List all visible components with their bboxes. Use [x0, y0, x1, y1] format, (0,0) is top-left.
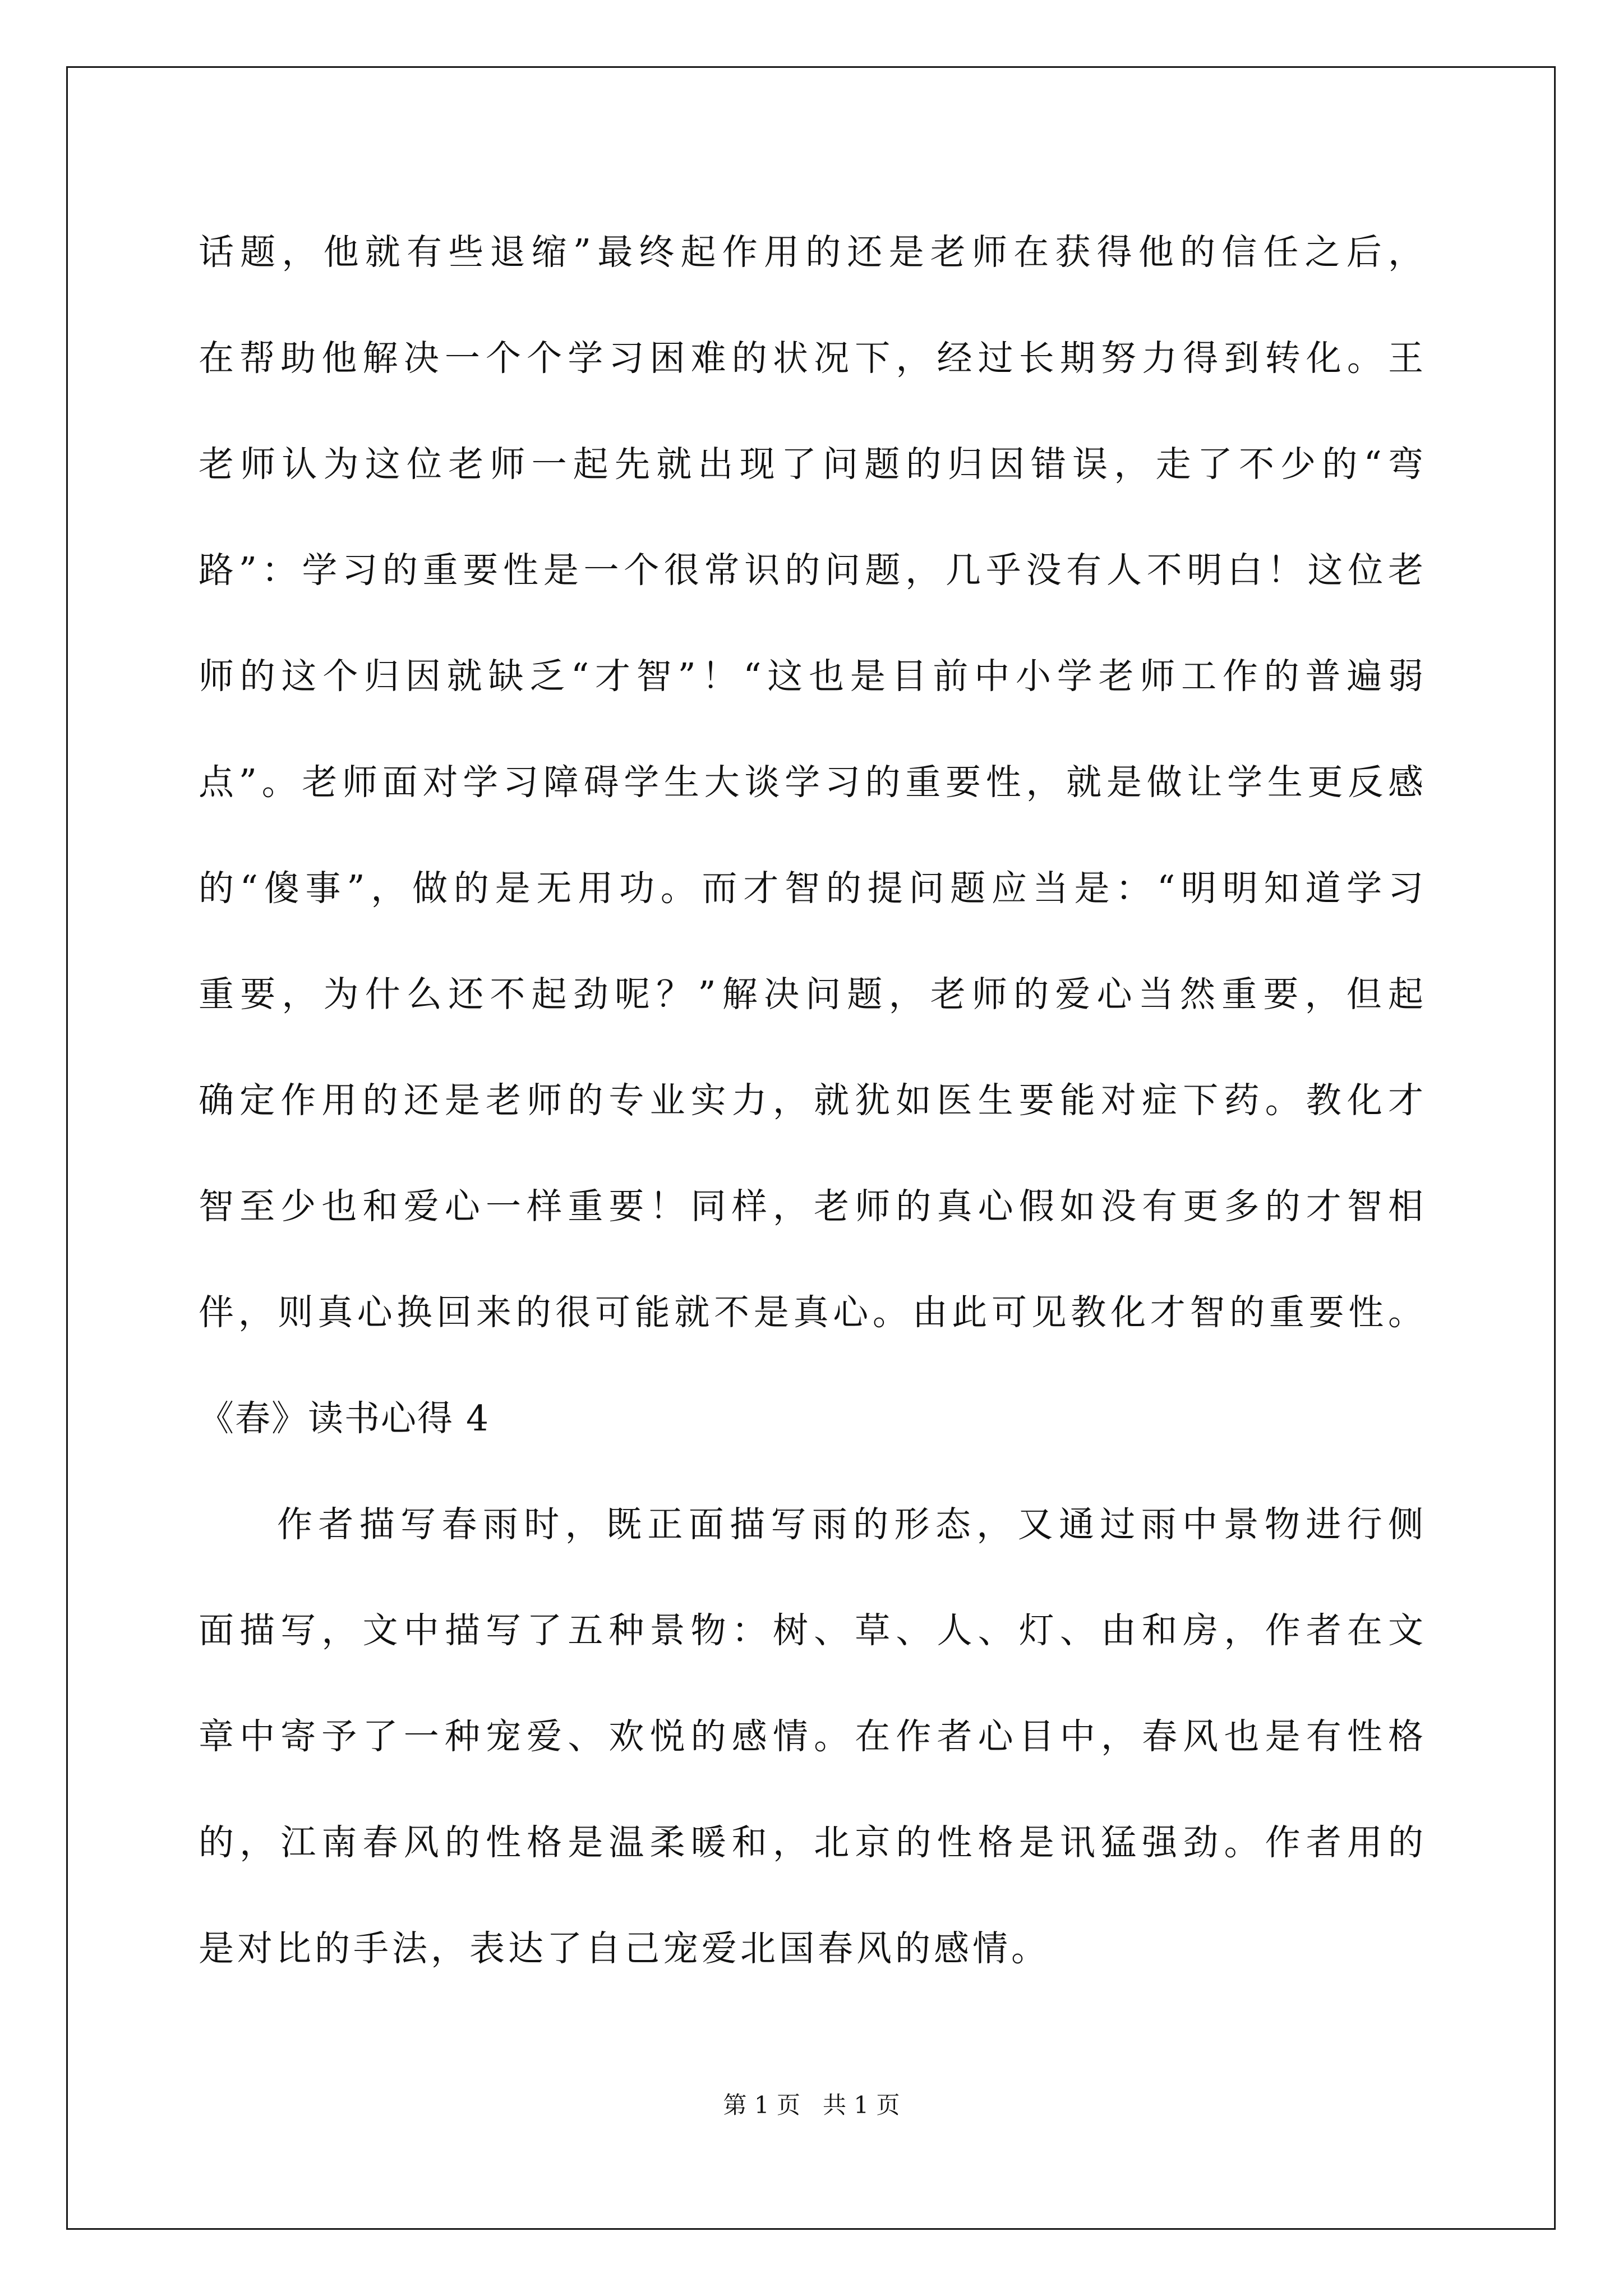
section-heading: 《春》读书心得 4: [199, 1398, 490, 1439]
section-line-4: 的，江南春风的性格是温柔暖和，北京的性格是讯猛强劲。作者用的: [199, 1822, 1427, 1863]
page-footer: 第 1 页 共 1 页: [723, 2091, 900, 2119]
section-line-2: 面描写，文中描写了五种景物：树、草、人、灯、由和房，作者在文: [199, 1610, 1427, 1651]
body-line-10: 智至少也和爱心一样重要！同样，老师的真心假如没有更多的才智相: [199, 1186, 1427, 1227]
section-line-1: 作者描写春雨时，既正面描写雨的形态，又通过雨中景物进行侧: [277, 1504, 1427, 1545]
body-line-8: 重要，为什么还不起劲呢？”解决问题，老师的爱心当然重要，但起: [199, 974, 1427, 1015]
section-line-3: 章中寄予了一种宠爱、欢悦的感情。在作者心目中，春风也是有性格: [199, 1716, 1427, 1757]
body-line-2: 在帮助他解决一个个学习困难的状况下，经过长期努力得到转化。王: [199, 338, 1427, 379]
body-line-5: 师的这个归因就缺乏“才智”！“这也是目前中小学老师工作的普遍弱: [199, 656, 1427, 697]
page-border: [66, 66, 1556, 2230]
body-line-11: 伴，则真心换回来的很可能就不是真心。由此可见教化才智的重要性。: [199, 1292, 1427, 1333]
body-line-7: 的“傻事”，做的是无用功。而才智的提问题应当是：“明明知道学习: [199, 868, 1427, 909]
section-line-5: 是对比的手法，表达了自己宠爱北国春风的感情。: [199, 1928, 1050, 1969]
body-line-6: 点”。老师面对学习障碍学生大谈学习的重要性，就是做让学生更反感: [199, 762, 1427, 803]
body-line-4: 路”：学习的重要性是一个很常识的问题，几乎没有人不明白！这位老: [199, 550, 1427, 591]
body-line-3: 老师认为这位老师一起先就出现了问题的归因错误，走了不少的“弯: [199, 444, 1427, 485]
body-line-9: 确定作用的还是老师的专业实力，就犹如医生要能对症下药。教化才: [199, 1080, 1427, 1121]
body-line-1: 话题，他就有些退缩”最终起作用的还是老师在获得他的信任之后，: [199, 232, 1427, 273]
